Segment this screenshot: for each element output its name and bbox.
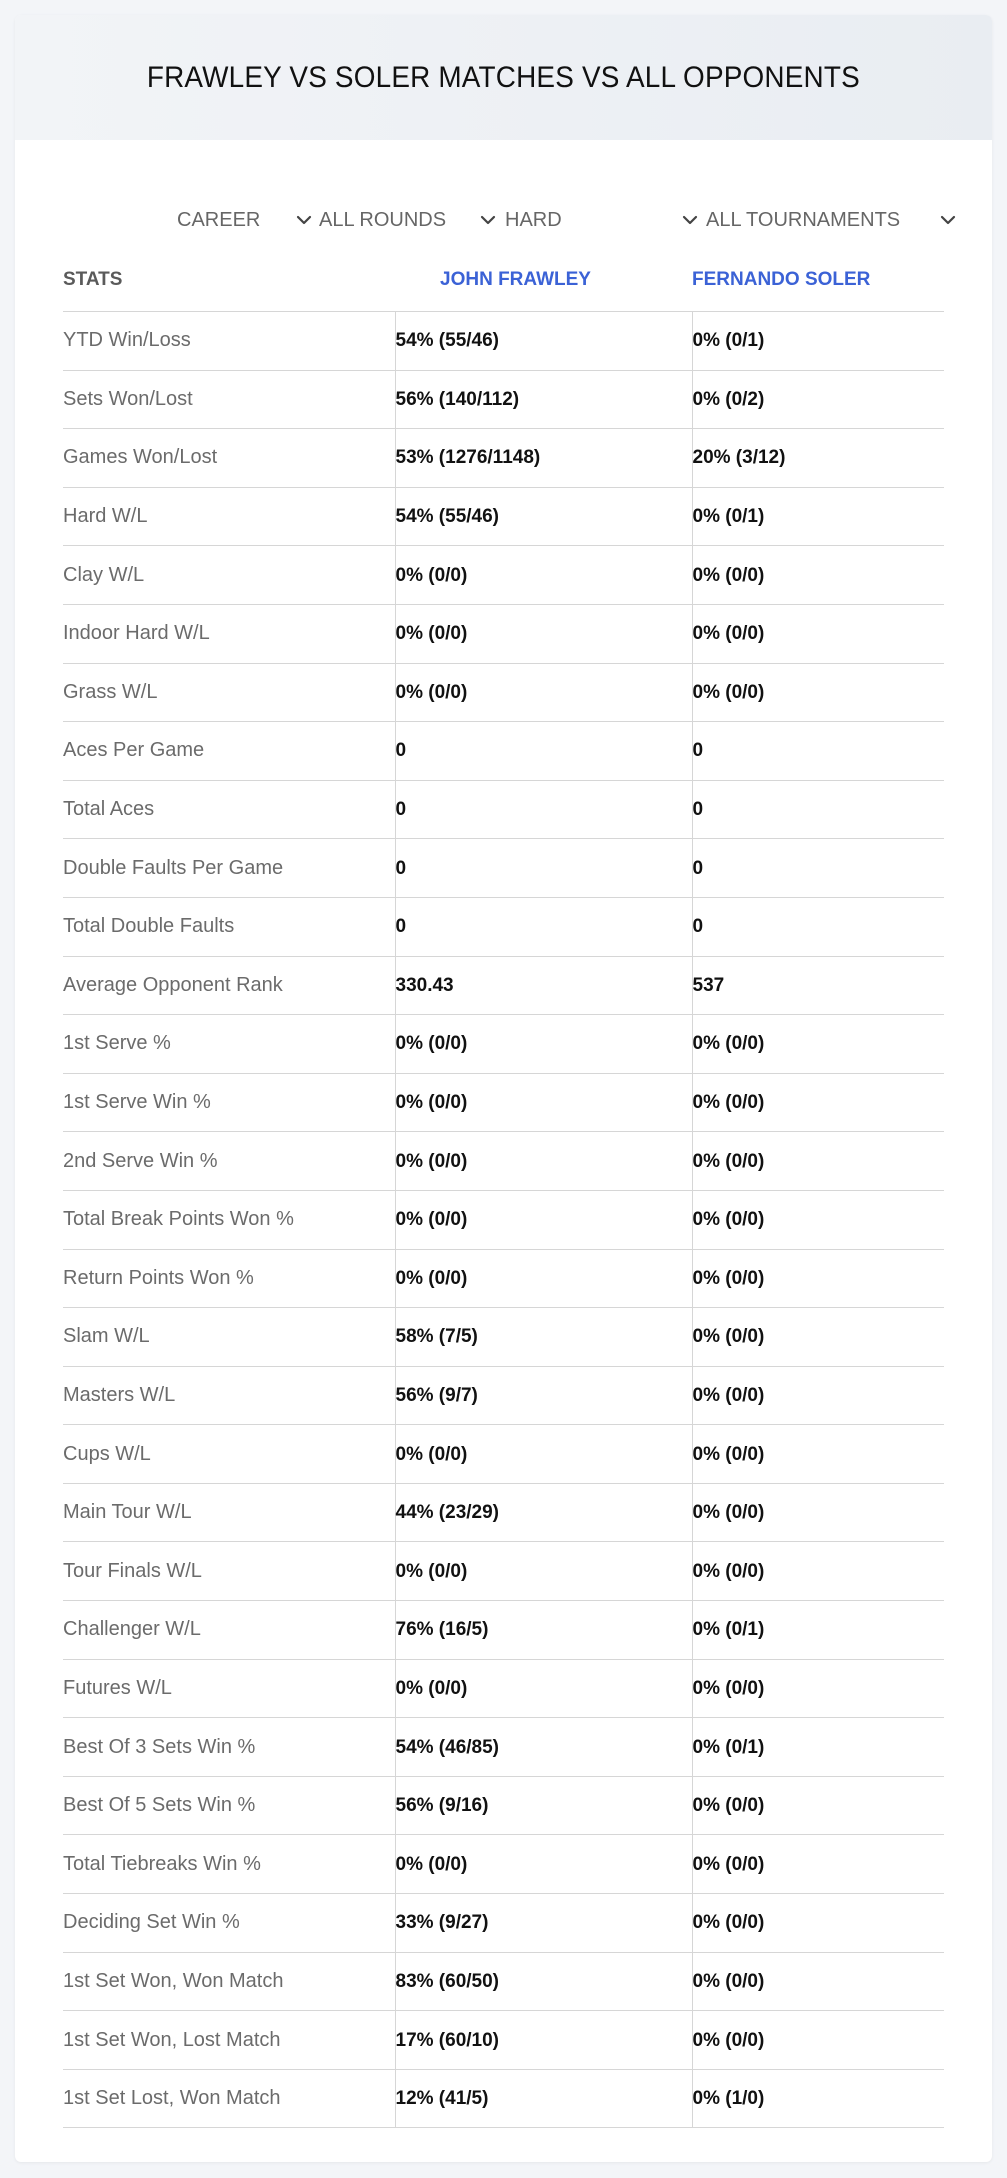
player1-stat-cell: [395, 1249, 692, 1308]
stat-label: Aces Per Game: [63, 722, 395, 781]
player2-stat-value: 20% (3/12): [692, 447, 786, 469]
table-row: [63, 429, 944, 488]
player1-stat-cell: [395, 604, 692, 663]
table-row: [63, 663, 944, 722]
player2-stat-cell: [692, 370, 944, 429]
table-row: [63, 1894, 944, 1953]
player1-stat-cell: [395, 1718, 692, 1777]
stat-label: Return Points Won %: [63, 1249, 395, 1308]
player2-stat-cell: [692, 1776, 944, 1835]
player2-stat-value: 0% (0/0): [692, 1209, 765, 1231]
player1-stat-cell: [395, 780, 692, 839]
surface-select-value: HARD: [505, 208, 562, 231]
stat-label: Total Aces: [63, 780, 395, 839]
table-row: [63, 1425, 944, 1484]
player1-stat-cell: [395, 1308, 692, 1367]
player1-stat-cell: [395, 2069, 692, 2128]
player1-stat-value: 54% (46/85): [395, 1736, 500, 1758]
player1-stat-cell: [395, 1132, 692, 1191]
player1-stat-cell: [395, 1015, 692, 1074]
player2-stat-cell: [692, 1015, 944, 1074]
table-row: [63, 1659, 944, 1718]
player2-stat-value: 0% (0/1): [692, 330, 765, 352]
stat-label: Total Double Faults: [63, 897, 395, 956]
player1-stat-cell: [395, 312, 692, 371]
stat-label: Tour Finals W/L: [63, 1542, 395, 1601]
stat-label: Main Tour W/L: [63, 1483, 395, 1542]
player2-stat-value: 0: [692, 799, 704, 821]
player2-stat-cell: [692, 1425, 944, 1484]
player2-stat-value: 0% (1/0): [692, 2088, 765, 2110]
player1-stat-value: 53% (1276/1148): [395, 447, 541, 469]
table-row: [63, 2011, 944, 2070]
player1-stat-value: 330.43: [395, 974, 454, 996]
stat-label: Clay W/L: [63, 546, 395, 605]
stat-label: Cups W/L: [63, 1425, 395, 1484]
player2-stat-value: 0% (0/1): [692, 506, 765, 528]
player2-stat-value: 0% (0/2): [692, 388, 765, 410]
player1-stat-value: 0% (0/0): [395, 1443, 468, 1465]
player2-stat-cell: [692, 487, 944, 546]
card-header: [15, 15, 992, 140]
chevron-down-icon: [293, 209, 315, 231]
player2-stat-cell: [692, 1483, 944, 1542]
table-row: [63, 1132, 944, 1191]
player2-name[interactable]: FERNANDO SOLER: [692, 269, 871, 290]
player1-stat-cell: [395, 839, 692, 898]
player2-stat-value: 0: [692, 857, 704, 879]
stat-label: Double Faults Per Game: [63, 839, 395, 898]
player1-stat-cell: [395, 1542, 692, 1601]
player1-stat-cell: [395, 1776, 692, 1835]
player2-stat-cell: [692, 1249, 944, 1308]
table-row: [63, 546, 944, 605]
table-row: [63, 370, 944, 429]
table-row: [63, 897, 944, 956]
table-row: [63, 1835, 944, 1894]
stats-card: [15, 15, 992, 2162]
player2-stat-value: 0% (0/0): [692, 1677, 765, 1699]
tournaments-select-value: ALL TOURNAMENTS: [706, 208, 901, 231]
stat-label: Best Of 3 Sets Win %: [63, 1718, 395, 1777]
table-row: [63, 2069, 944, 2128]
player1-stat-value: 12% (41/5): [395, 2088, 489, 2110]
player1-stat-value: 33% (9/27): [395, 1912, 489, 1934]
player1-stat-value: 56% (9/7): [395, 1384, 478, 1406]
player1-stat-cell: [395, 546, 692, 605]
stat-label: 1st Serve Win %: [63, 1073, 395, 1132]
stat-label: 1st Serve %: [63, 1015, 395, 1074]
player2-stat-cell: [692, 956, 944, 1015]
career-select-value: CAREER: [177, 208, 261, 231]
player2-stat-value: 0% (0/0): [692, 1267, 765, 1289]
player2-stat-value: 537: [692, 974, 725, 996]
player2-stat-cell: [692, 546, 944, 605]
player2-stat-cell: [692, 1190, 944, 1249]
player1-stat-value: 76% (16/5): [395, 1619, 489, 1641]
table-row: [63, 1190, 944, 1249]
table-row: [63, 722, 944, 781]
rounds-select-value: ALL ROUNDS: [319, 208, 447, 231]
table-row: [63, 604, 944, 663]
table-header-row: [63, 249, 944, 312]
chevron-down-icon: [477, 209, 499, 231]
table-row: [63, 1542, 944, 1601]
surface-select[interactable]: [505, 190, 701, 250]
player2-stat-cell: [692, 2011, 944, 2070]
player1-stat-value: 56% (140/112): [395, 388, 520, 410]
stat-label: Indoor Hard W/L: [63, 604, 395, 663]
player1-stat-value: 0: [395, 857, 407, 879]
player1-stat-cell: [395, 722, 692, 781]
player2-stat-cell: [692, 1952, 944, 2011]
player1-stat-cell: [395, 1366, 692, 1425]
player1-stat-cell: [395, 1073, 692, 1132]
player2-stat-value: 0% (0/0): [692, 1560, 765, 1582]
player1-stat-cell: [395, 1425, 692, 1484]
player2-stat-value: 0% (0/1): [692, 1619, 765, 1641]
player2-stat-value: 0% (0/0): [692, 1853, 765, 1875]
player2-stat-value: 0% (0/1): [692, 1736, 765, 1758]
table-row: [63, 487, 944, 546]
player2-stat-cell: [692, 1073, 944, 1132]
stats-table: [63, 249, 944, 2128]
player2-stat-cell: [692, 897, 944, 956]
table-row: [63, 1952, 944, 2011]
player2-stat-cell: [692, 663, 944, 722]
table-row: [63, 1249, 944, 1308]
stat-label: Grass W/L: [63, 663, 395, 722]
player2-stat-value: 0: [692, 740, 704, 762]
player1-stat-cell: [395, 429, 692, 488]
career-select[interactable]: [177, 190, 315, 250]
table-row: [63, 1308, 944, 1367]
table-row: [63, 839, 944, 898]
player2-stat-value: 0% (0/0): [692, 1033, 765, 1055]
player2-stat-value: 0% (0/0): [692, 1502, 765, 1524]
player1-stat-value: 58% (7/5): [395, 1326, 478, 1348]
player1-stat-cell: [395, 487, 692, 546]
player2-stat-cell: [692, 1718, 944, 1777]
player2-stat-value: 0% (0/0): [692, 564, 765, 586]
chevron-down-icon: [679, 209, 701, 231]
player2-stat-cell: [692, 1601, 944, 1660]
player1-stat-cell: [395, 663, 692, 722]
player2-stat-value: 0: [692, 916, 704, 938]
table-row: [63, 1718, 944, 1777]
player2-stat-cell: [692, 1308, 944, 1367]
player2-stat-value: 0% (0/0): [692, 1443, 765, 1465]
player2-stat-cell: [692, 312, 944, 371]
stats-table-body: [63, 312, 944, 2128]
stat-label: Best Of 5 Sets Win %: [63, 1776, 395, 1835]
player2-stat-value: 0% (0/0): [692, 623, 765, 645]
player2-stat-cell: [692, 722, 944, 781]
stat-label: Average Opponent Rank: [63, 956, 395, 1015]
player1-column-header[interactable]: [395, 249, 692, 312]
player2-stat-cell: [692, 1835, 944, 1894]
player1-stat-value: 0: [395, 799, 407, 821]
player1-stat-value: 0% (0/0): [395, 1150, 468, 1172]
stat-label: Games Won/Lost: [63, 429, 395, 488]
player1-stat-value: 0% (0/0): [395, 623, 468, 645]
player1-stat-value: 0: [395, 916, 407, 938]
player2-stat-value: 0% (0/0): [692, 1795, 765, 1817]
player1-stat-value: 0% (0/0): [395, 1033, 468, 1055]
player1-stat-value: 0% (0/0): [395, 1853, 468, 1875]
player1-stat-value: 0: [395, 740, 407, 762]
stat-label: Hard W/L: [63, 487, 395, 546]
player1-stat-cell: [395, 1659, 692, 1718]
stat-label: Total Tiebreaks Win %: [63, 1835, 395, 1894]
player2-stat-value: 0% (0/0): [692, 1150, 765, 1172]
player2-stat-value: 0% (0/0): [692, 1326, 765, 1348]
player2-stat-cell: [692, 1366, 944, 1425]
player1-stat-cell: [395, 1190, 692, 1249]
stat-label: Deciding Set Win %: [63, 1894, 395, 1953]
player1-stat-cell: [395, 897, 692, 956]
table-row: [63, 1015, 944, 1074]
player2-stat-value: 0% (0/0): [692, 2029, 765, 2051]
player2-stat-value: 0% (0/0): [692, 681, 765, 703]
table-row: [63, 1601, 944, 1660]
player1-stat-value: 83% (60/50): [395, 1970, 500, 1992]
stat-label: 1st Set Won, Won Match: [63, 1952, 395, 2011]
player1-stat-cell: [395, 1952, 692, 2011]
player2-stat-cell: [692, 1659, 944, 1718]
stat-label: 1st Set Lost, Won Match: [63, 2069, 395, 2128]
table-row: [63, 1776, 944, 1835]
player2-stat-cell: [692, 1132, 944, 1191]
stat-label: 2nd Serve Win %: [63, 1132, 395, 1191]
tournaments-select[interactable]: [706, 190, 959, 250]
player1-stat-cell: [395, 2011, 692, 2070]
player2-stat-value: 0% (0/0): [692, 1384, 765, 1406]
player1-stat-value: 17% (60/10): [395, 2029, 500, 2051]
player2-stat-value: 0% (0/0): [692, 1092, 765, 1114]
stat-label: Masters W/L: [63, 1366, 395, 1425]
stat-label: Slam W/L: [63, 1308, 395, 1367]
player1-stat-cell: [395, 1483, 692, 1542]
table-row: [63, 956, 944, 1015]
stat-label: Total Break Points Won %: [63, 1190, 395, 1249]
player2-stat-cell: [692, 780, 944, 839]
player1-stat-cell: [395, 370, 692, 429]
table-row: [63, 312, 944, 371]
stat-label: Challenger W/L: [63, 1601, 395, 1660]
table-row: [63, 780, 944, 839]
stats-column-header: STATS: [63, 249, 395, 312]
player1-stat-value: 0% (0/0): [395, 1092, 468, 1114]
table-row: [63, 1483, 944, 1542]
stat-label: YTD Win/Loss: [63, 312, 395, 371]
player2-column-header[interactable]: [692, 249, 944, 312]
player1-stat-value: 44% (23/29): [395, 1502, 500, 1524]
player1-name[interactable]: JOHN FRAWLEY: [440, 269, 591, 290]
player2-stat-cell: [692, 429, 944, 488]
player2-stat-cell: [692, 1894, 944, 1953]
stat-label: Sets Won/Lost: [63, 370, 395, 429]
player1-stat-value: 54% (55/46): [395, 506, 500, 528]
player1-stat-cell: [395, 1601, 692, 1660]
stat-label: 1st Set Won, Lost Match: [63, 2011, 395, 2070]
player1-stat-value: 56% (9/16): [395, 1795, 489, 1817]
player2-stat-value: 0% (0/0): [692, 1912, 765, 1934]
player1-stat-value: 54% (55/46): [395, 330, 500, 352]
filter-bar: [15, 190, 992, 250]
page-title: FRAWLEY VS SOLER MATCHES VS ALL OPPONENTS: [146, 60, 861, 94]
player2-stat-cell: [692, 2069, 944, 2128]
player1-stat-value: 0% (0/0): [395, 1677, 468, 1699]
player1-stat-value: 0% (0/0): [395, 564, 468, 586]
stat-label: Futures W/L: [63, 1659, 395, 1718]
player1-stat-cell: [395, 956, 692, 1015]
player1-stat-value: 0% (0/0): [395, 681, 468, 703]
player1-stat-cell: [395, 1894, 692, 1953]
player2-stat-cell: [692, 839, 944, 898]
player1-stat-value: 0% (0/0): [395, 1560, 468, 1582]
player2-stat-cell: [692, 604, 944, 663]
player1-stat-cell: [395, 1835, 692, 1894]
table-row: [63, 1073, 944, 1132]
chevron-down-icon: [937, 209, 959, 231]
rounds-select[interactable]: [319, 190, 499, 250]
player2-stat-cell: [692, 1542, 944, 1601]
player1-stat-value: 0% (0/0): [395, 1267, 468, 1289]
player1-stat-value: 0% (0/0): [395, 1209, 468, 1231]
player2-stat-value: 0% (0/0): [692, 1970, 765, 1992]
table-row: [63, 1366, 944, 1425]
